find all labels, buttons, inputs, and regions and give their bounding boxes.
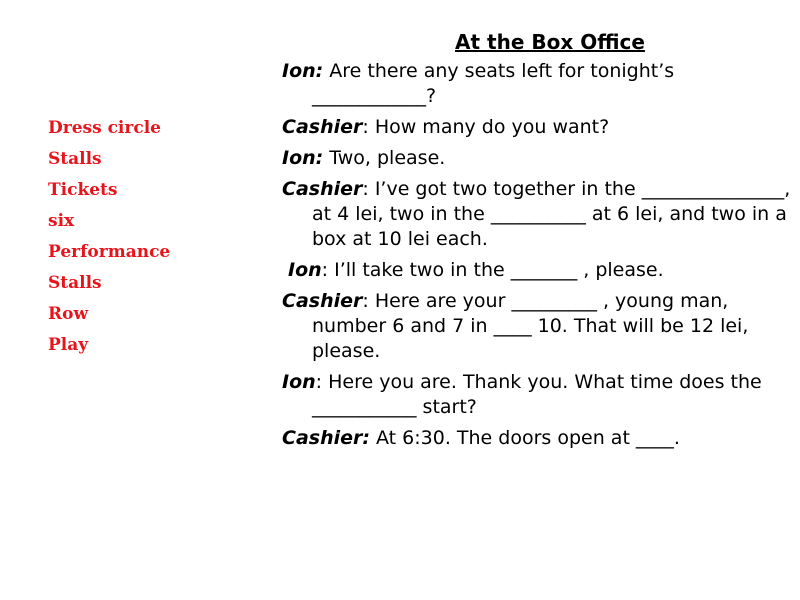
speaker-label: Cashier — [282, 116, 363, 138]
word-bank-item: Play — [48, 335, 89, 355]
speaker-label: Ion: — [282, 60, 324, 82]
line-text: At 6:30. The doors open at ____. — [369, 427, 680, 449]
word-bank — [48, 116, 248, 364]
dialogue-line — [282, 258, 792, 283]
speaker-label: Cashier: — [282, 427, 370, 449]
word-bank-item: Dress circle — [48, 118, 161, 138]
line-text: : I’ve got two together in the _______________, at 4 lei, two in the __________ at 6 lei, and two in a box at 10 lei each. — [312, 178, 791, 250]
dialogue-line — [282, 59, 792, 109]
dialogue-line — [282, 177, 792, 252]
dialogue-line — [282, 370, 792, 420]
word-bank-item: Tickets — [48, 180, 118, 200]
line-text: Two, please. — [323, 147, 446, 169]
speaker-label: Ion — [288, 259, 322, 281]
speaker-label: Cashier — [282, 290, 363, 312]
speaker-label: Ion: — [282, 147, 324, 169]
line-text: Are there any seats left for tonight’s ____________? — [312, 60, 675, 107]
dialogue — [282, 25, 792, 457]
word-bank-item: Row — [48, 304, 89, 324]
word-bank-item: six — [48, 211, 75, 231]
speaker-label: Cashier — [282, 178, 363, 200]
dialogue-line — [282, 426, 792, 451]
page-title: At the Box Office — [455, 30, 645, 54]
line-text: : How many do you want? — [362, 116, 610, 138]
line-text: : Here are your _________ , young man, number 6 and 7 in ____ 10. That will be 12 lei, please. — [312, 290, 749, 362]
line-text: : I’ll take two in the _______ , please. — [321, 259, 664, 281]
dialogue-line — [282, 289, 792, 364]
dialogue-line — [282, 115, 792, 140]
word-bank-item: Stalls — [48, 149, 102, 169]
speaker-label: Ion — [282, 371, 316, 393]
dialogue-line — [282, 146, 792, 171]
word-bank-item: Performance — [48, 242, 171, 262]
line-text: : Here you are. Thank you. What time does the ___________ start? — [312, 371, 762, 418]
word-bank-item: Stalls — [48, 273, 102, 293]
